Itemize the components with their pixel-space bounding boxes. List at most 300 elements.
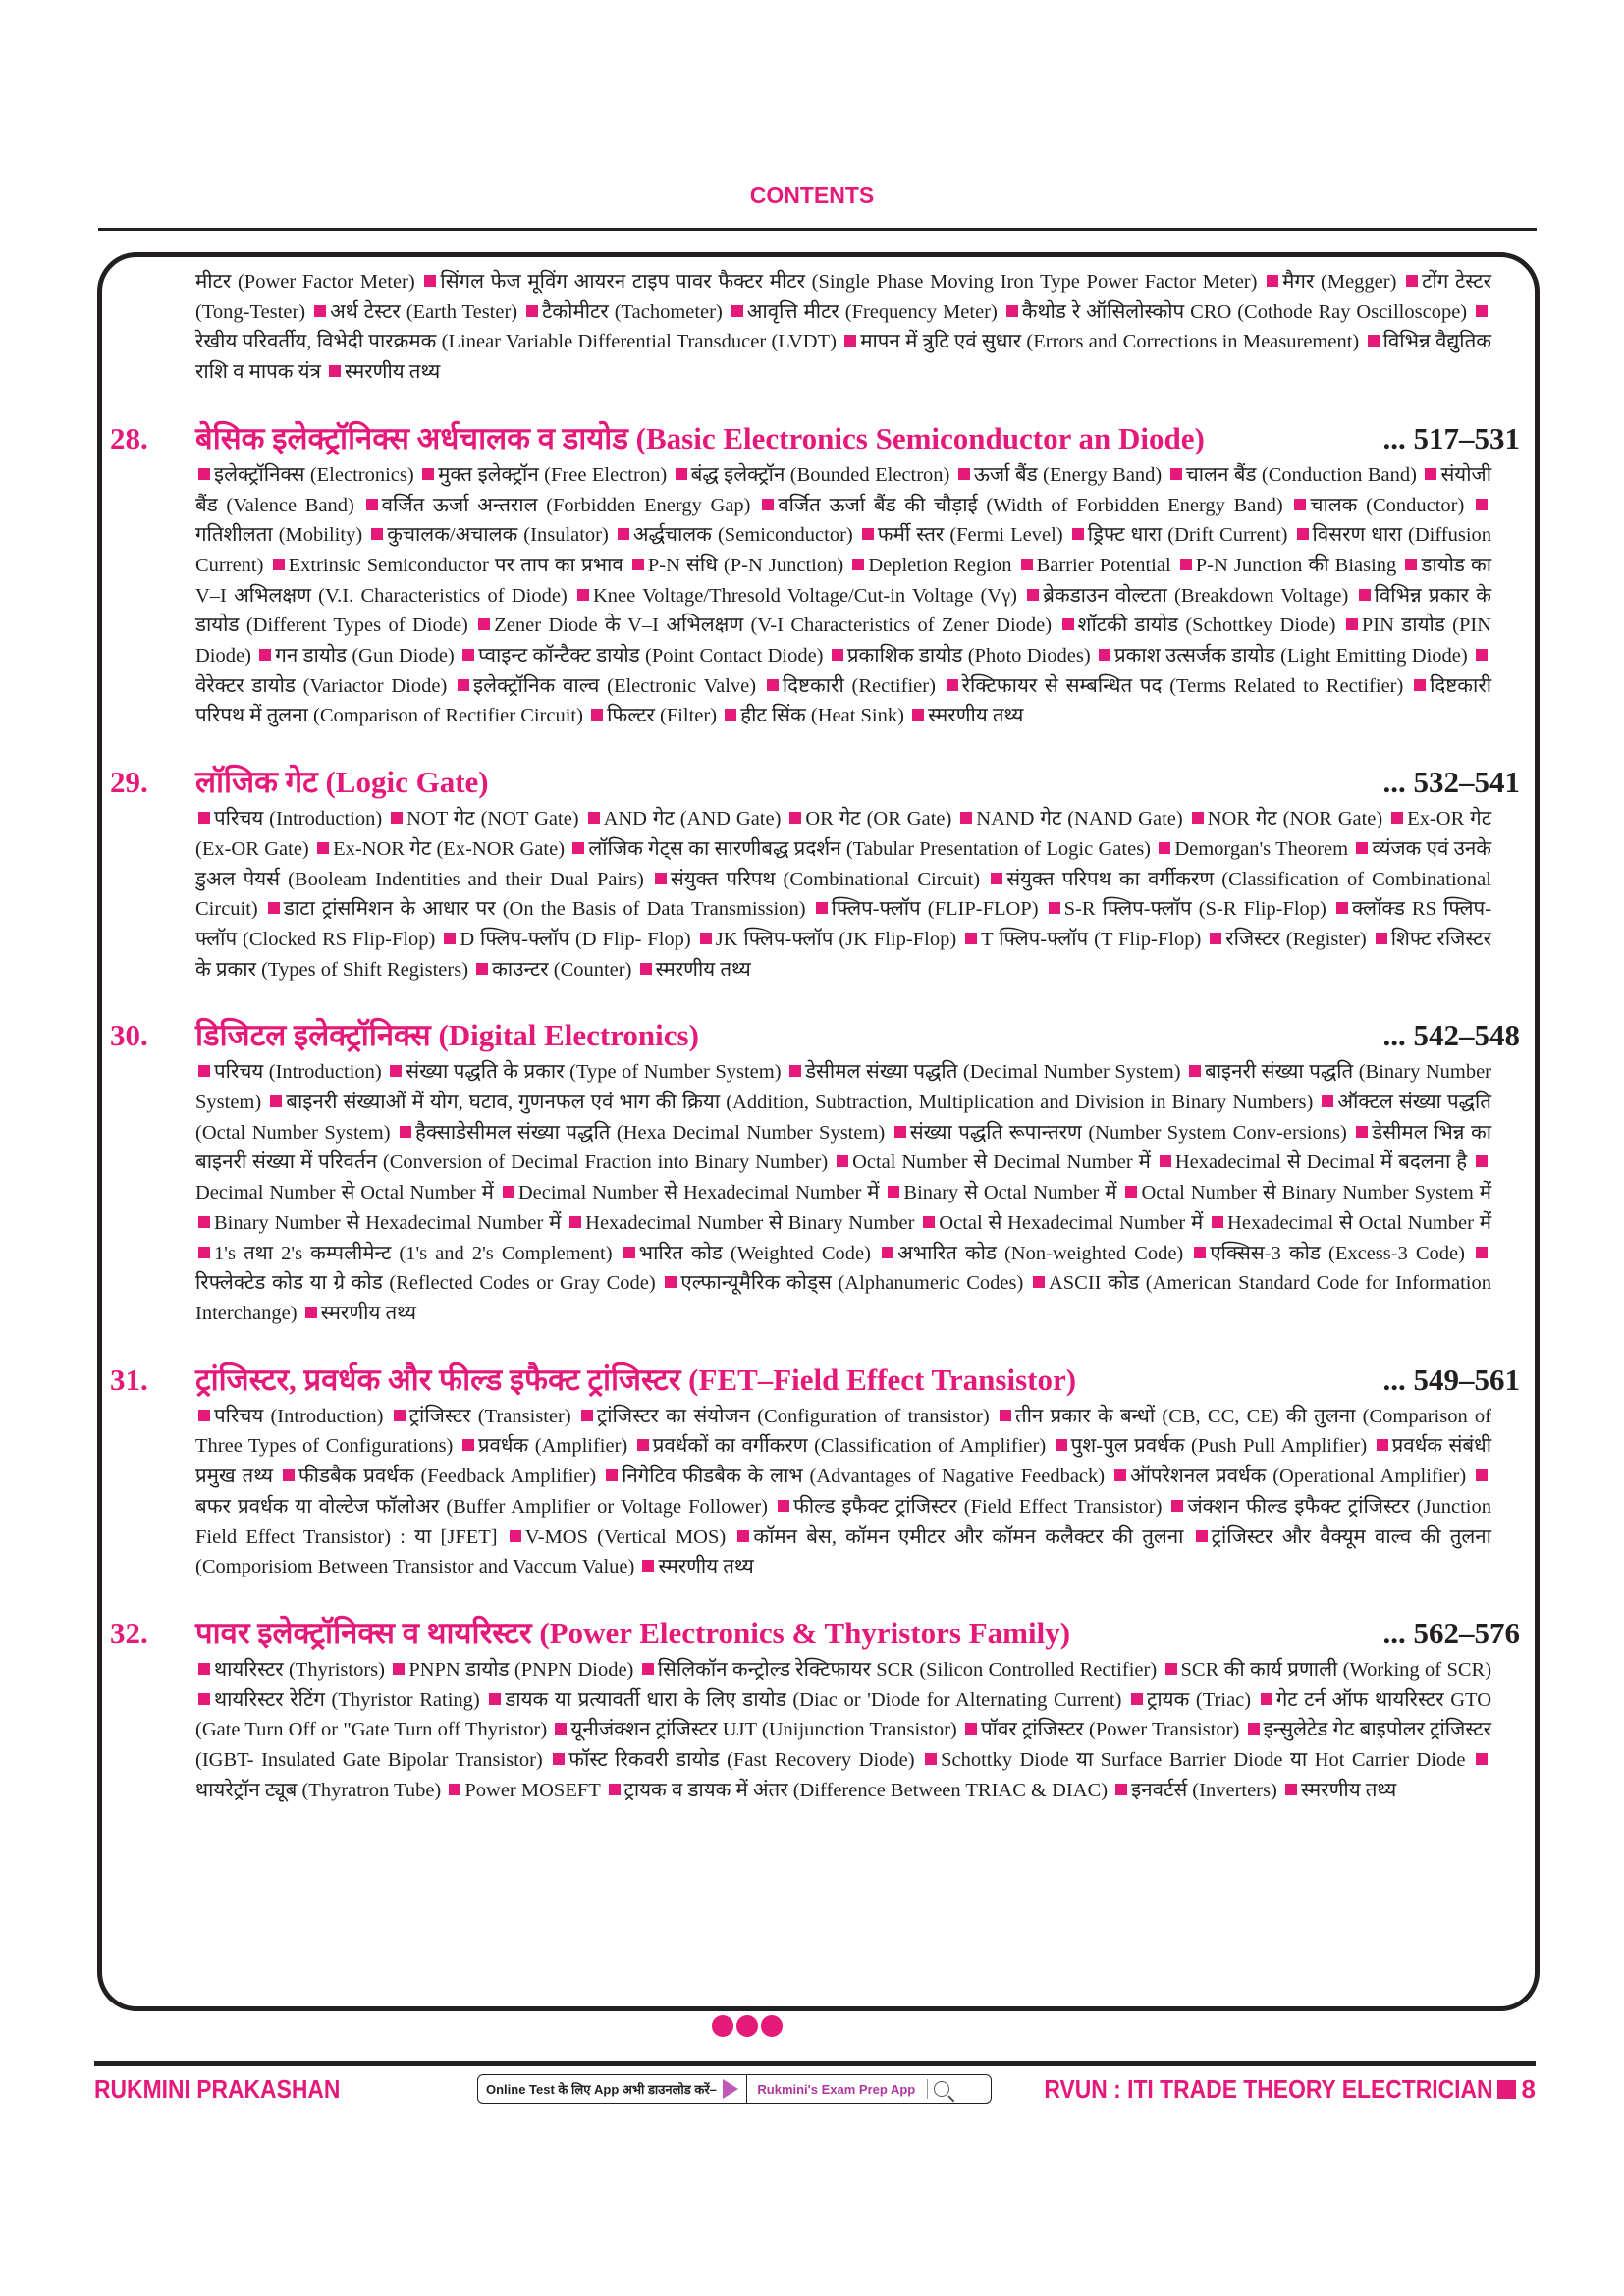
- chapter-heading[interactable]: [110, 1612, 1520, 1653]
- square-bullet-icon: [1165, 1663, 1177, 1675]
- topic-item: फर्मी स्तर (Fermi Level): [877, 524, 1063, 547]
- topic-item: फिल्टर (Filter): [607, 705, 718, 727]
- topic-item: अर्थ टेस्टर (Earth Tester): [330, 300, 518, 323]
- square-bullet-icon: [1476, 499, 1488, 510]
- chapter-number: 32.: [110, 1615, 148, 1650]
- square-bullet-icon: [642, 1560, 654, 1572]
- chapter-list: [110, 417, 1520, 1806]
- square-bullet-icon: [329, 365, 341, 377]
- chapter-page-range: ... 532–541: [1382, 765, 1520, 800]
- square-bullet-icon: [577, 589, 589, 601]
- square-bullet-icon: [676, 468, 687, 480]
- square-bullet-icon: [852, 559, 864, 570]
- chapter-heading[interactable]: [110, 1359, 1520, 1400]
- square-bullet-icon: [1377, 1439, 1388, 1451]
- topic-item: आवृत्ति मीटर (Frequency Meter): [746, 300, 998, 323]
- topic-item: रेखीय परिवर्तीय, विभेदी पारक्रमक (Linear Variable Differential Transducer (LVDT): [195, 331, 837, 353]
- topic-item: Binary Number से Hexadecimal Number में: [214, 1211, 562, 1234]
- square-bullet-icon: [449, 1784, 460, 1795]
- topic-item: Depletion Region: [868, 554, 1012, 576]
- topic-item: दिष्टकारी परिपथ में तुलना (Comparison of Rectifier Circuit): [195, 674, 1492, 727]
- square-bullet-icon: [1125, 1186, 1137, 1198]
- square-bullet-icon: [1476, 649, 1488, 661]
- square-bullet-icon: [1359, 589, 1371, 601]
- square-bullet-icon: [632, 559, 644, 570]
- topic-item: 1's तथा 2's कम्पलीमेन्ट (1's and 2's Complement): [214, 1242, 613, 1264]
- chapter-title[interactable]: बेसिक इलेक्ट्रॉनिक्स अर्धचालक व डायोड (Basic Electronics Semiconductor an Diode): [195, 420, 1205, 455]
- square-bullet-icon: [1021, 559, 1033, 570]
- topic-item: प्रवर्धकों का वर्गीकरण (Classification of Amplifier): [652, 1435, 1047, 1458]
- topic-item: ऊर्जा बैंड (Energy Band): [973, 463, 1163, 486]
- topic-item: क्लॉक्ड RS फ्लिप-फ्लॉप (Clocked RS Flip-Flop): [195, 898, 1492, 950]
- topic-item: ऑपरेशनल प्रवर्धक (Operational Amplifier): [1129, 1466, 1467, 1488]
- topic-item: वर्जित ऊर्जा बैंड की चौड़ाई (Width of Forbidden Energy Band): [778, 494, 1283, 516]
- square-bullet-icon: [655, 873, 667, 884]
- square-bullet-icon: [569, 1216, 581, 1228]
- page-title: CONTENTS: [749, 183, 875, 208]
- topic-item: थायरेट्रॉन ट्यूब (Thyratron Tube): [195, 1779, 442, 1801]
- square-bullet-icon: [731, 305, 743, 317]
- square-bullet-icon: [609, 1784, 621, 1795]
- square-bullet-icon: [762, 499, 774, 510]
- topic-item: डाटा ट्रांसमिशन के आधार पर (On the Basis of Data Transmission): [283, 898, 806, 921]
- play-icon: [723, 2079, 738, 2099]
- square-bullet-icon: [305, 1307, 317, 1318]
- square-bullet-icon: [888, 1186, 899, 1198]
- topic-item: अर्द्धचालक (Semiconductor): [632, 524, 853, 547]
- topic-item: वेरेक्टर डायोड (Variactor Diode): [195, 674, 448, 697]
- topic-item: T फ्लिप-फ्लॉप (T Flip-Flop): [981, 928, 1202, 950]
- chapter-number: 30.: [110, 1018, 148, 1053]
- app-download-banner[interactable]: [477, 2074, 992, 2104]
- topic-item: मीटर (Power Factor Meter): [195, 271, 415, 293]
- topic-item: कॉमन बेस, कॉमन एमीटर और कॉमन कलैक्टर की तुलना: [753, 1525, 1184, 1548]
- chapter-title[interactable]: पावर इलेक्ट्रॉनिक्स व थायरिस्टर (Power Electronics & Thyristors Family): [195, 1615, 1071, 1650]
- square-bullet-icon: [665, 1276, 677, 1288]
- topic-item: जंक्शन फील्ड इफैक्ट ट्रांजिस्टर (Junction Field Effect Transistor) : या [JFET]: [195, 1495, 1492, 1548]
- topic-item: विभिन्न प्रकार के डायोड (Different Types of Diode): [195, 584, 1492, 637]
- topic-item: थायरिस्टर रेटिंग (Thyristor Rating): [214, 1688, 480, 1711]
- topic-item: डेसीमल भिन्न का बाइनरी संख्या में परिवर्तन (Conversion of Decimal Fraction into Binary Number): [195, 1121, 1492, 1174]
- topic-item: चालन बैंड (Conduction Band): [1185, 463, 1417, 486]
- topic-item: संयुक्त परिपथ (Combinational Circuit): [670, 868, 981, 890]
- square-bullet-icon: [1180, 559, 1192, 570]
- topic-item: Ex-NOR गेट (Ex-NOR Gate): [333, 837, 566, 860]
- square-bullet-icon: [489, 1693, 501, 1705]
- topic-item: डायक या प्रत्यावर्ती धारा के लिए डायोड (Diac or 'Diode for Alternating Current): [505, 1688, 1122, 1711]
- square-bullet-icon: [925, 1753, 937, 1765]
- square-bullet-icon: [767, 679, 779, 691]
- topic-item: डेसीमल संख्या पद्धति (Decimal Number System): [805, 1061, 1181, 1084]
- chapter-page-range: ... 549–561: [1382, 1362, 1520, 1397]
- topic-item: प्वाइन्ट कॉन्टैक्ट डायोड (Point Contact Diode): [478, 645, 824, 667]
- topic-item: PIN डायोड (PIN Diode): [195, 614, 1492, 667]
- square-bullet-icon: [572, 842, 584, 854]
- chapter-title[interactable]: लॉजिक गेट (Logic Gate): [195, 765, 489, 800]
- topic-item: दिष्टकारी (Rectifier): [782, 674, 936, 697]
- topic-item: Decimal Number से Octal Number में: [195, 1182, 494, 1204]
- square-bullet-icon: [1189, 1065, 1201, 1077]
- square-bullet-icon: [1346, 618, 1358, 630]
- topic-item: गतिशीलता (Mobility): [195, 524, 363, 547]
- square-bullet-icon: [991, 873, 1002, 884]
- topic-item: यूनीजंक्शन ट्रांजिस्टर UJT (Unijunction Transistor): [570, 1719, 957, 1741]
- square-bullet-icon: [778, 1500, 789, 1512]
- chapter-entry: [110, 761, 1520, 985]
- square-bullet-icon: [1356, 1126, 1368, 1138]
- square-bullet-icon: [700, 933, 712, 944]
- square-bullet-icon: [198, 468, 210, 480]
- square-bullet-icon: [391, 812, 403, 824]
- topic-item: टोंग टेस्टर (Tong-Tester): [195, 271, 1492, 323]
- topic-item: ब्रेकडाउन वोल्टता (Breakdown Voltage): [1043, 584, 1349, 607]
- square-bullet-icon: [1170, 468, 1182, 480]
- square-bullet-icon: [1406, 275, 1418, 287]
- square-bullet-icon: [1159, 842, 1170, 854]
- topic-item: NAND गेट (NAND Gate): [976, 808, 1183, 830]
- topic-item: संयुक्त परिपथ का वर्गीकरण (Classification of Combinational Circuit): [195, 868, 1491, 921]
- square-bullet-icon: [314, 305, 326, 317]
- square-bullet-icon: [1000, 1410, 1011, 1421]
- square-bullet-icon: [1285, 1784, 1297, 1795]
- square-bullet-icon: [555, 1723, 567, 1735]
- square-bullet-icon: [1476, 305, 1488, 317]
- chapter-topics: [195, 1655, 1491, 1806]
- square-bullet-icon: [947, 679, 958, 691]
- topic-item: Demorgan's Theorem: [1174, 837, 1349, 860]
- square-bullet-icon: [1194, 1247, 1206, 1258]
- square-bullet-icon: [510, 1530, 521, 1542]
- contents-body: [110, 267, 1520, 1805]
- topic-item: संख्या पद्धति के प्रकार (Type of Number System): [406, 1061, 782, 1084]
- square-bullet-icon: [478, 618, 490, 630]
- square-bullet-icon: [1006, 305, 1018, 317]
- topic-item: मैगर (Megger): [1282, 271, 1397, 293]
- square-bullet-icon: [371, 528, 383, 540]
- chapter-page-range: ... 542–548: [1382, 1018, 1520, 1053]
- topic-item: विसरण धारा (Diffusion Current): [195, 524, 1492, 576]
- square-bullet-icon: [1414, 679, 1426, 691]
- continued-topics: [195, 267, 1491, 388]
- square-bullet-icon: [1160, 1155, 1171, 1167]
- topic-item: बंद्ध इलेक्ट्रॉन (Bounded Electron): [690, 463, 950, 486]
- square-bullet-icon: [1267, 275, 1278, 287]
- chapter-page-range: ... 562–576: [1382, 1615, 1520, 1650]
- topic-item: Binary से Octal Number में: [903, 1182, 1117, 1204]
- square-bullet-icon: [1210, 933, 1221, 944]
- topic-item: भारित कोड (Weighted Code): [638, 1242, 871, 1264]
- square-bullet-icon: [458, 679, 469, 691]
- topic-item: Knee Voltage/Thresold Voltage/Cut-in Voltage (Vγ): [593, 584, 1018, 607]
- chapter-heading[interactable]: [110, 1014, 1520, 1055]
- topic-item: ASCII कोड (American Standard Code for Information Interchange): [195, 1272, 1492, 1324]
- square-bullet-icon: [912, 709, 924, 721]
- topic-item: स्मरणीय तथ्य: [1300, 1779, 1397, 1801]
- square-bullet-icon: [317, 842, 329, 854]
- square-bullet-icon: [394, 1410, 406, 1421]
- square-bullet-icon: [366, 499, 378, 510]
- square-bullet-icon: [623, 1247, 635, 1258]
- square-bullet-icon: [725, 709, 736, 721]
- topic-item: तीन प्रकार के बन्धों (CB, CC, CE) की तुलना (Comparison of Three Types of Configurations): [195, 1405, 1492, 1458]
- topic-item: हीट सिंक (Heat Sink): [740, 705, 904, 727]
- topic-item: D फ्लिप-फ्लॉप (D Flip- Flop): [460, 928, 691, 950]
- square-bullet-icon: [1376, 933, 1387, 944]
- topic-item: Octal Number से Decimal Number में: [852, 1151, 1151, 1174]
- square-bullet-icon: [1049, 902, 1060, 914]
- square-bullet-icon: [789, 812, 801, 824]
- square-bullet-icon: [591, 709, 603, 721]
- square-bullet-icon: [270, 1095, 282, 1107]
- topic-item: Hexadecimal से Octal Number में: [1227, 1211, 1492, 1234]
- square-bullet-icon: [832, 649, 843, 661]
- chapter-topics: [195, 1402, 1491, 1582]
- topic-item: ट्रायक व डायक में अंतर (Difference Between TRIAC & DIAC): [623, 1779, 1109, 1801]
- topic-item: Schottky Diode या Surface Barrier Diode या Hot Carrier Diode: [941, 1749, 1466, 1772]
- chapter-topics: [195, 1057, 1491, 1328]
- square-bullet-icon: [1297, 528, 1309, 540]
- square-bullet-icon: [618, 528, 629, 540]
- square-bullet-icon: [789, 1065, 801, 1077]
- topic-item: ट्रांजिस्टर का संयोजन (Configuration of transistor): [596, 1405, 990, 1427]
- topic-item: लॉजिक गेट्स का सारणीबद्ध प्रदर्शन (Tabular Presentation of Logic Gates): [588, 837, 1151, 860]
- topic-item: Ex-OR गेट (Ex-OR Gate): [195, 808, 1492, 860]
- topic-item: इनवर्टर्स (Inverters): [1131, 1779, 1277, 1801]
- square-bullet-icon: [1336, 902, 1348, 914]
- topic-item: P-N संधि (P-N Junction): [647, 554, 844, 576]
- topic-item: स्मरणीय तथ्य: [345, 361, 441, 384]
- square-bullet-icon: [198, 1216, 210, 1228]
- chapter-page-range: ... 517–531: [1382, 420, 1520, 455]
- topic-item: Hexadecimal Number से Binary Number: [585, 1211, 915, 1234]
- square-bullet-icon: [1425, 468, 1436, 480]
- topic-item: सिंगल फेज मूविंग आयरन टाइप पावर फैक्टर मीटर (Single Phase Moving Iron Type Power Factor Meter): [440, 271, 1258, 293]
- chapter-entry: [110, 1359, 1520, 1582]
- square-bullet-icon: [640, 963, 652, 975]
- dot-icon: [761, 2015, 783, 2037]
- topic-item: परिचय (Introduction): [214, 808, 383, 830]
- topic-item: डायोड का V–I अभिलक्षण (V.I. Characteristics of Diode): [195, 554, 1492, 607]
- topic-item: वर्जित ऊर्जा अन्तराल (Forbidden Energy Gap): [381, 494, 751, 516]
- square-bullet-icon: [198, 1410, 210, 1421]
- topic-item: व्यंजक एवं उनके डुअल पेयर्स (Booleam Indentities and their Dual Pairs): [195, 837, 1492, 890]
- square-bullet-icon: [1033, 1276, 1045, 1288]
- square-bullet-icon: [1192, 812, 1204, 824]
- square-bullet-icon: [844, 335, 856, 347]
- topic-item: सिलिकॉन कन्ट्रोल्ड रेक्टिफायर SCR (Silicon Controlled Rectifier): [657, 1658, 1158, 1681]
- topic-item: हैक्साडेसीमल संख्या पद्धति (Hexa Decimal Number System): [415, 1121, 886, 1144]
- square-bullet-icon: [462, 1439, 474, 1451]
- chapter-title[interactable]: डिजिटल इलेक्ट्रॉनिक्स (Digital Electronics): [195, 1018, 699, 1053]
- topic-item: NOR गेट (NOR Gate): [1207, 808, 1383, 830]
- topic-item: रेक्टिफायर से सम्बन्धित पद (Terms Related to Rectifier): [961, 674, 1404, 697]
- square-bullet-icon: [422, 468, 434, 480]
- square-bullet-icon: [1248, 1723, 1260, 1735]
- chapter-entry: [110, 1612, 1520, 1806]
- topic-item: मापन में त्रुटि एवं सुधार (Errors and Corrections in Measurement): [860, 331, 1360, 353]
- topic-item: प्रवर्धक संबंधी प्रमुख तथ्य: [195, 1435, 1492, 1488]
- square-bullet-icon: [923, 1216, 935, 1228]
- square-bullet-icon: [816, 902, 828, 914]
- chapter-number: 29.: [110, 765, 148, 800]
- square-bullet-icon: [1072, 528, 1084, 540]
- topic-item: Hexadecimal से Decimal में बदलना है: [1174, 1151, 1468, 1174]
- topic-item: फीडबैक प्रवर्धक (Feedback Amplifier): [298, 1466, 597, 1488]
- square-bullet-icon: [1099, 649, 1110, 661]
- book-title: RVUN : ITI TRADE THEORY ELECTRICIAN: [1044, 2074, 1493, 2104]
- square-bullet-icon: [1027, 589, 1039, 601]
- square-bullet-icon: [837, 1155, 848, 1167]
- square-bullet-icon: [1212, 1216, 1223, 1228]
- topic-item: OR गेट (OR Gate): [805, 808, 952, 830]
- square-bullet-icon: [862, 528, 874, 540]
- square-bullet-icon: [882, 1247, 893, 1258]
- topic-item: मुक्त इलेक्ट्रॉन (Free Electron): [438, 463, 668, 486]
- square-bullet-icon: [965, 933, 977, 944]
- square-bullet-icon: [1405, 559, 1417, 570]
- bottom-divider: [94, 2061, 1536, 2066]
- footer-book-info: [983, 2074, 1536, 2105]
- topic-item: परिचय (Introduction): [214, 1405, 384, 1427]
- chapter-title[interactable]: ट्रांजिस्टर, प्रवर्धक और फील्ड इफैक्ट ट्रांजिस्टर (FET–Field Effect Transistor): [195, 1362, 1077, 1397]
- square-bullet-icon: [400, 1126, 411, 1138]
- topic-item: AND गेट (AND Gate): [603, 808, 782, 830]
- square-bullet-icon: [283, 1469, 295, 1481]
- chapter-heading[interactable]: [110, 761, 1520, 802]
- topic-item: विभिन्न वैद्युतिक राशि व मापक यंत्र: [195, 331, 1492, 384]
- square-bullet-icon: [894, 1126, 906, 1138]
- topic-item: पॉवर ट्रांजिस्टर (Power Transistor): [980, 1719, 1240, 1741]
- square-bullet-icon: [1131, 1693, 1143, 1705]
- square-bullet-icon: [1391, 812, 1403, 824]
- chapter-topics: [195, 460, 1491, 731]
- end-dots: [712, 2015, 783, 2037]
- topic-item: इलेक्ट्रॉनिक्स (Electronics): [214, 463, 414, 486]
- chapter-number: 28.: [110, 420, 148, 455]
- square-bullet-icon: [259, 649, 271, 661]
- topic-item: ट्रायक (Triac): [1147, 1688, 1252, 1711]
- topic-item: फ्लिप-फ्लॉप (FLIP-FLOP): [831, 898, 1039, 921]
- topic-item: प्रकाश उत्सर्जक डायोड (Light Emitting Diode): [1114, 645, 1468, 667]
- topic-item: स्मरणीय तथ्य: [320, 1302, 416, 1324]
- topic-item: Octal से Hexadecimal Number में: [939, 1211, 1204, 1234]
- dot-icon: [712, 2015, 733, 2037]
- square-bullet-icon: [553, 1753, 565, 1765]
- square-bullet-icon: [198, 1663, 210, 1675]
- topic-item: कुचालक/अचालक (Insulator): [387, 524, 609, 547]
- square-bullet-icon: [606, 1469, 618, 1481]
- banner-divider: [927, 2079, 928, 2099]
- topic-item: ट्रांजिस्टर (Transister): [408, 1405, 571, 1427]
- square-bullet-icon: [1322, 1095, 1333, 1107]
- topic-item: बाइनरी संख्या पद्धति (Binary Number System): [195, 1061, 1491, 1114]
- topic-item: ट्रांजिस्टर और वैक्यूम वाल्व की तुलना (Comporisiom Between Transistor and Vaccum Value): [195, 1525, 1491, 1578]
- square-bullet-icon: [198, 1247, 210, 1258]
- topic-item: स्मरणीय तथ्य: [655, 958, 751, 981]
- square-bullet-icon: [1476, 1155, 1488, 1167]
- topic-item: Extrinsic Semiconductor पर ताप का प्रभाव: [288, 554, 623, 576]
- topic-item: चालक (Conductor): [1310, 494, 1465, 516]
- topic-item: बफर प्रवर्धक या वोल्टेज फॉलोअर (Buffer Amplifier or Voltage Follower): [195, 1495, 768, 1518]
- chapter-entry: [110, 417, 1520, 731]
- search-icon[interactable]: [934, 2081, 949, 2097]
- topic-item: टैकोमीटर (Tachometer): [542, 300, 723, 323]
- square-bullet-icon: [1497, 2080, 1516, 2099]
- dot-icon: [736, 2015, 758, 2037]
- chapter-heading[interactable]: [110, 417, 1520, 458]
- topic-item: V-MOS (Vertical MOS): [524, 1525, 727, 1548]
- topic-item: ड्रिफ्ट धारा (Drift Current): [1087, 524, 1288, 547]
- square-bullet-icon: [1261, 1693, 1272, 1705]
- topic-item: संख्या पद्धति रूपान्तरण (Number System Conv-ersions): [909, 1121, 1347, 1144]
- square-bullet-icon: [198, 1065, 210, 1077]
- topic-item: थायरिस्टर (Thyristors): [214, 1658, 385, 1681]
- square-bullet-icon: [965, 1723, 977, 1735]
- square-bullet-icon: [424, 275, 436, 287]
- topic-item: इलेक्ट्रॉनिक वाल्व (Electronic Valve): [473, 674, 757, 697]
- topic-item: प्रकाशिक डायोड (Photo Diodes): [846, 645, 1091, 667]
- chapter-topics: [195, 804, 1491, 985]
- topic-item: इन्सुलेटेड गेट बाइपोलर ट्रांजिस्टर (IGBT- Insulated Gate Bipolar Transistor): [195, 1719, 1492, 1772]
- topic-item: प्रवर्धक (Amplifier): [477, 1435, 628, 1458]
- square-bullet-icon: [393, 1663, 405, 1675]
- topic-item: पुश-पुल प्रवर्धक (Push Pull Amplifier): [1070, 1435, 1368, 1458]
- square-bullet-icon: [462, 649, 474, 661]
- topic-item: रजिस्टर (Register): [1225, 928, 1367, 950]
- square-bullet-icon: [1114, 1469, 1126, 1481]
- topic-item: फील्ड इफैक्ट ट्रांजिस्टर (Field Effect Transistor): [793, 1495, 1163, 1518]
- square-bullet-icon: [1294, 499, 1306, 510]
- app-name[interactable]: Rukmini's Exam Prep App: [757, 2081, 916, 2097]
- topic-item: कैथोड रे ऑसिलोस्कोप CRO (Cothode Ray Oscilloscope): [1021, 300, 1468, 323]
- square-bullet-icon: [637, 1439, 649, 1451]
- topic-item: अभारित कोड (Non-weighted Code): [897, 1242, 1184, 1264]
- topic-item: Power MOSEFT: [464, 1779, 601, 1801]
- square-bullet-icon: [1476, 1469, 1488, 1481]
- square-bullet-icon: [273, 559, 285, 570]
- topic-item: शिफ्ट रजिस्टर के प्रकार (Types of Shift Registers): [195, 928, 1492, 981]
- square-bullet-icon: [1062, 618, 1074, 630]
- topic-item: रिफ्लेक्टेड कोड या ग्रे कोड (Reflected Codes or Gray Code): [195, 1272, 656, 1295]
- topic-item: बाइनरी संख्याओं में योग, घटाव, गुणनफल एवं भाग की क्रिया (Addition, Subtraction, Multiplication and Division in Binary Numbers): [286, 1092, 1314, 1114]
- publisher-name: RUKMINI PRAKASHAN: [94, 2074, 341, 2104]
- square-bullet-icon: [642, 1663, 654, 1675]
- chapter-entry: [110, 1014, 1520, 1328]
- square-bullet-icon: [268, 902, 280, 914]
- square-bullet-icon: [581, 1410, 593, 1421]
- topic-item: एक्सिस-3 कोड (Excess-3 Code): [1210, 1242, 1465, 1264]
- square-bullet-icon: [526, 305, 538, 317]
- square-bullet-icon: [588, 812, 600, 824]
- topic-item: परिचय (Introduction): [214, 1061, 382, 1084]
- topic-item: PNPN डायोड (PNPN Diode): [408, 1658, 634, 1681]
- topic-item: S-R फ्लिप-फ्लॉप (S-R Flip-Flop): [1063, 898, 1326, 921]
- square-bullet-icon: [1476, 1753, 1488, 1765]
- topic-item: Barrier Potential: [1036, 554, 1171, 576]
- topic-item: P-N Junction की Biasing: [1195, 554, 1397, 576]
- topic-item: एल्फान्यूमैरिक कोड्स (Alphanumeric Codes): [680, 1272, 1024, 1295]
- square-bullet-icon: [1356, 842, 1368, 854]
- topic-item: संयोजी बैंड (Valence Band): [195, 463, 1492, 516]
- square-bullet-icon: [198, 1693, 210, 1705]
- square-bullet-icon: [1196, 1530, 1208, 1542]
- topic-item: गेट टर्न ऑफ थायरिस्टर GTO (Gate Turn Off or "Gate Turn off Thyristor): [195, 1688, 1492, 1741]
- square-bullet-icon: [737, 1530, 749, 1542]
- square-bullet-icon: [1368, 335, 1380, 347]
- square-bullet-icon: [958, 468, 970, 480]
- app-banner-text: Online Test के लिए App अभी डाउनलोड करें–: [486, 2082, 717, 2097]
- topic-item: SCR की कार्य प्रणाली (Working of SCR): [1180, 1658, 1492, 1681]
